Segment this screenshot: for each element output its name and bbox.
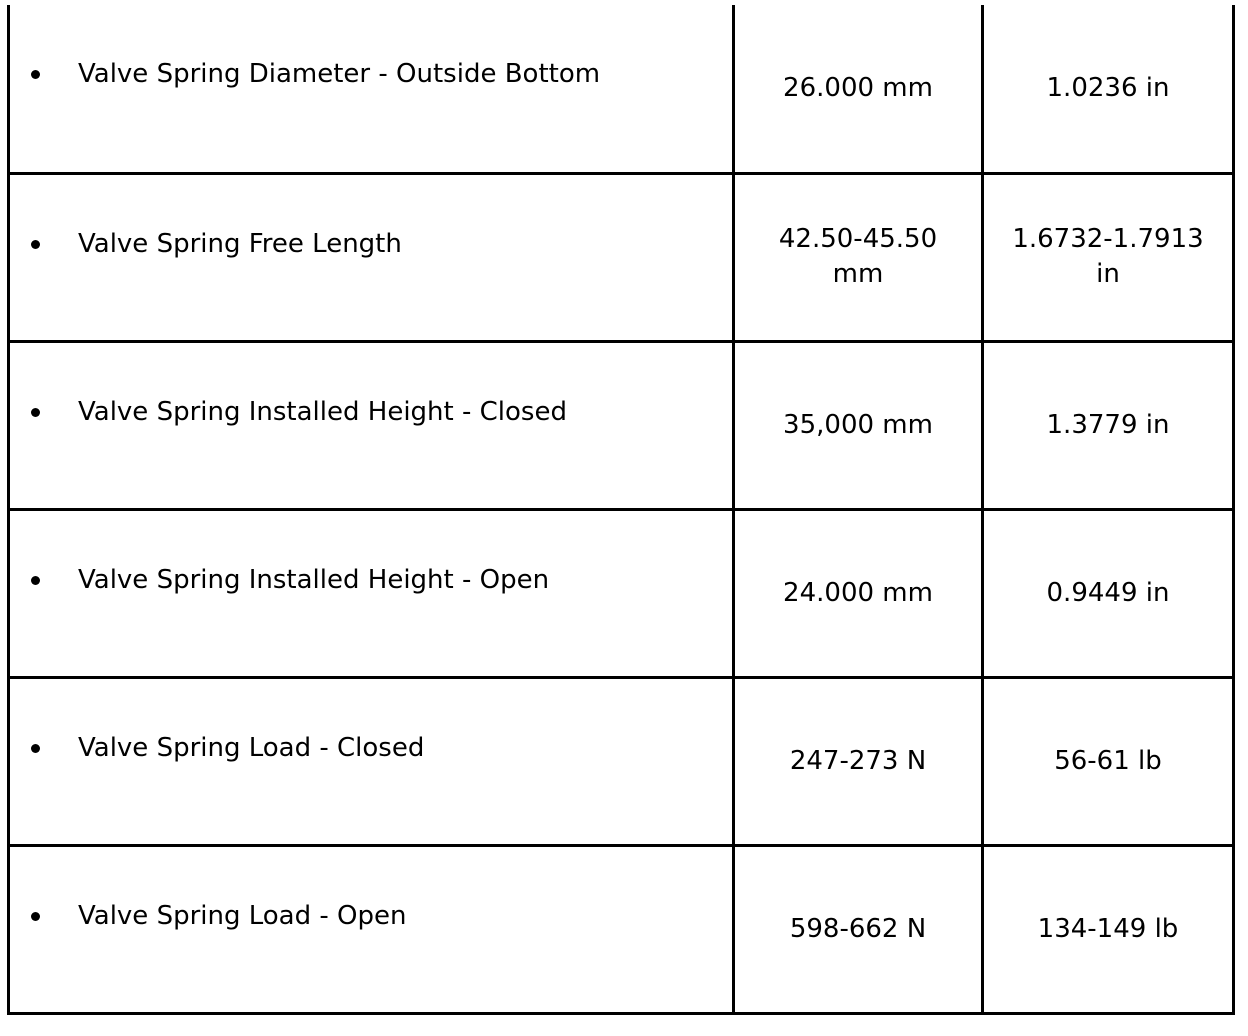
spec-description-cell <box>9 509 734 677</box>
imperial-value: 0.9449 in <box>983 509 1234 677</box>
bullet-icon <box>31 408 40 417</box>
metric-value: 24.000 mm <box>734 509 983 677</box>
imperial-value: 134-149 lb <box>983 845 1234 1013</box>
bullet-icon <box>31 744 40 753</box>
imperial-value: 1.0236 in <box>983 5 1234 173</box>
spec-description-cell <box>9 173 734 341</box>
table-row <box>9 5 1234 173</box>
spec-label: Valve Spring Diameter - Outside Bottom <box>78 59 601 89</box>
bullet-icon <box>31 240 40 249</box>
spec-label: Valve Spring Load - Closed <box>78 732 425 763</box>
metric-value: 42.50-45.50 mm <box>734 173 983 341</box>
spec-label: Valve Spring Installed Height - Open <box>78 564 550 595</box>
imperial-value: 56-61 lb <box>983 677 1234 845</box>
metric-value: 35,000 mm <box>734 341 983 509</box>
spec-description-cell <box>9 5 734 173</box>
spec-label: Valve Spring Installed Height - Closed <box>78 396 567 427</box>
metric-value: 598-662 N <box>734 845 983 1013</box>
table-row <box>9 509 1234 677</box>
spec-description-cell <box>9 845 734 1013</box>
metric-value: 247-273 N <box>734 677 983 845</box>
spec-description-cell <box>9 341 734 509</box>
spec-label: Valve Spring Load - Open <box>78 900 407 931</box>
imperial-value: 1.3779 in <box>983 341 1234 509</box>
table-row <box>9 677 1234 845</box>
bullet-icon <box>31 912 40 921</box>
bullet-icon <box>31 70 40 79</box>
spec-description-cell <box>9 677 734 845</box>
imperial-value: 1.6732-1.7913 in <box>983 173 1234 341</box>
table-row <box>9 341 1234 509</box>
bullet-icon <box>31 576 40 585</box>
table-row <box>9 173 1234 341</box>
table-row <box>9 845 1234 1013</box>
metric-value: 26.000 mm <box>734 5 983 173</box>
valve-spring-spec-table <box>7 5 1235 1015</box>
spec-label: Valve Spring Free Length <box>78 228 402 259</box>
